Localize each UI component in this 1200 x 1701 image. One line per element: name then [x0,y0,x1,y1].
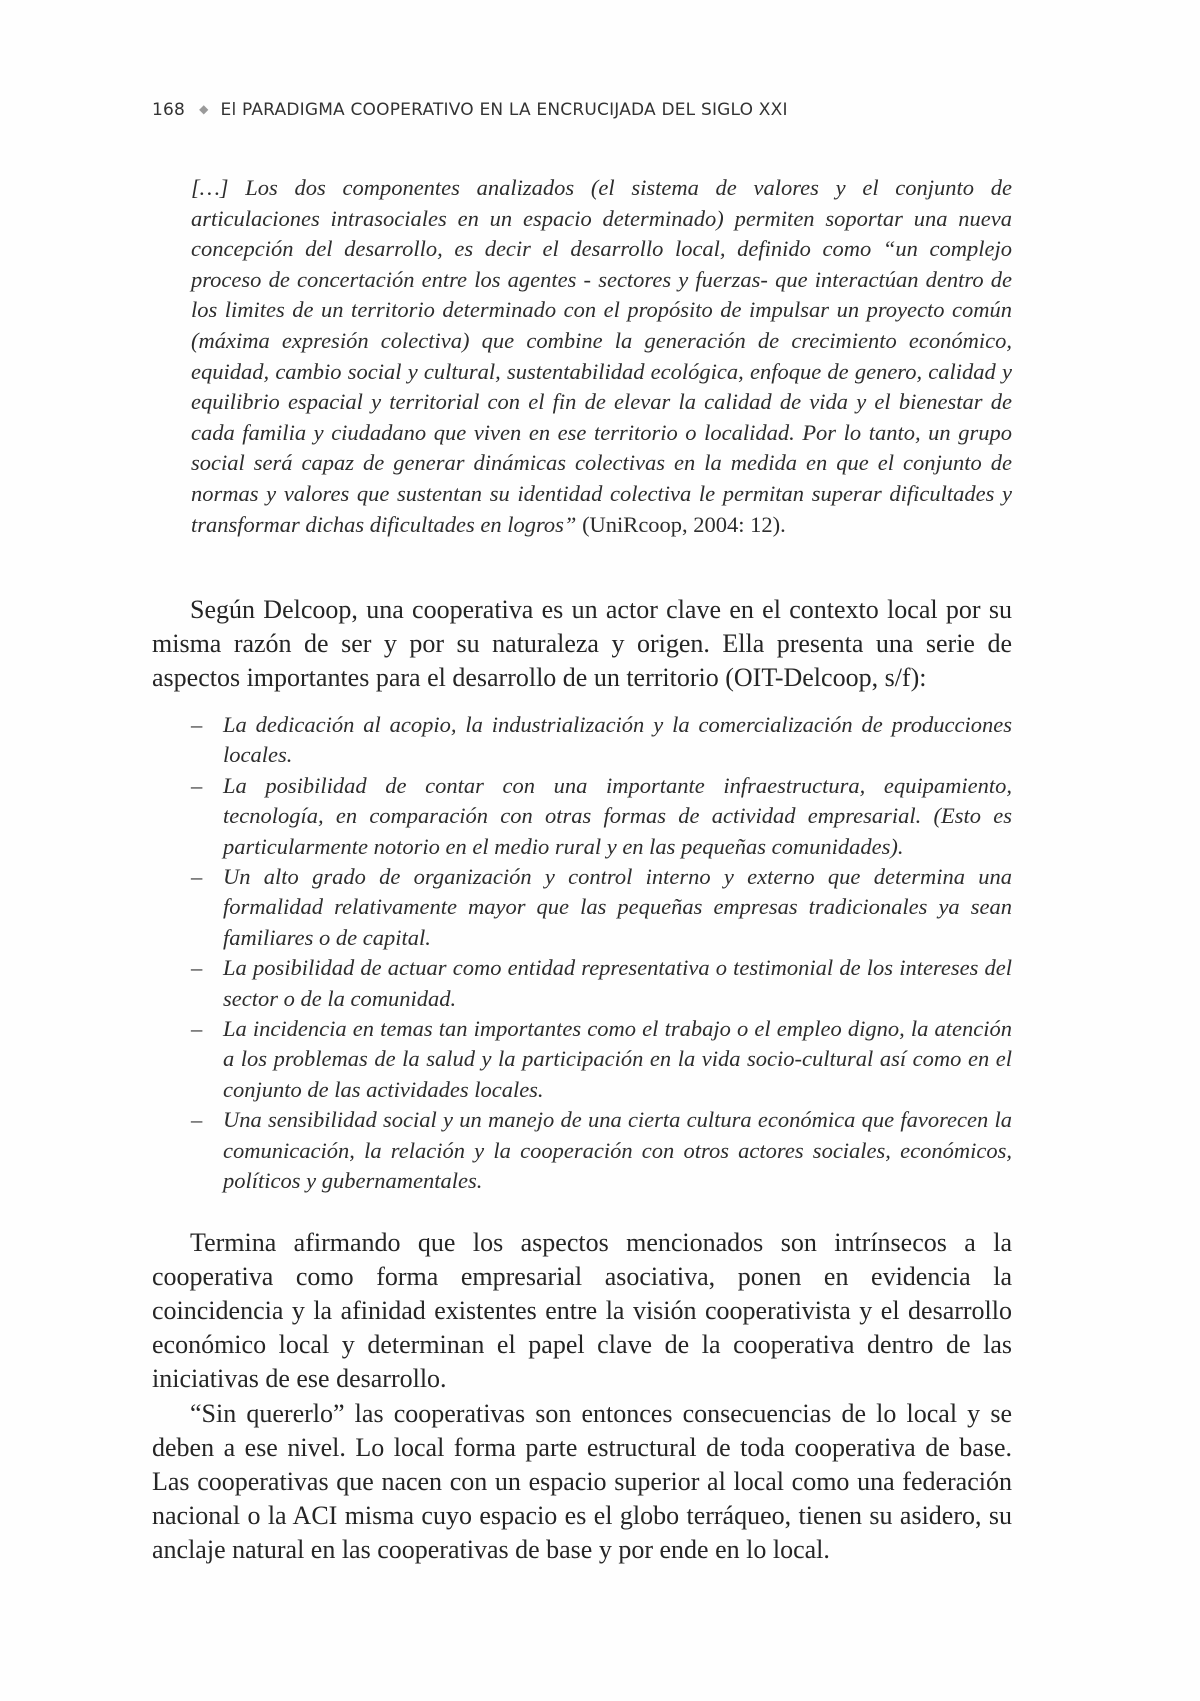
list-item [191,771,1012,862]
list-item [191,710,1012,771]
paragraph-conclusion [152,1226,1012,1396]
list-item-text: La dedicación al acopio, la industrialización y la comercialización de producciones locales. [223,712,1012,768]
dash-bullet-icon: – [191,864,203,890]
list-item [191,1014,1012,1105]
quote-citation: (UniRcoop, 2004: 12). [582,511,786,537]
list-item-text: La incidencia en temas tan importantes como el trabajo o el empleo digno, la atención a los problemas de la salud y la participación en la vida socio-cultural así como en el conjunto de las actividades locales. [223,1016,1012,1102]
paragraph-text: Según Delcoop, una cooperativa es un actor clave en el contexto local por su misma razón de ser y por su naturaleza y origen. Ella presenta una serie de aspectos importantes para el desarrollo de un territorio (OIT-Delcoop, s/f): [152,595,1012,692]
block-quote [191,173,1012,540]
list-item [191,953,1012,1014]
paragraph-local [152,1397,1012,1567]
list-item-text: Una sensibilidad social y un manejo de una cierta cultura económica que favorecen la comunicación, la relación y la cooperación con otros actores sociales, económicos, políticos y gubernamentales. [223,1107,1012,1194]
paragraph-text: “Sin quererlo” las cooperativas son entonces consecuencias de lo local y se deben a ese nivel. Lo local forma parte estructural de toda cooperativa de base. Las cooperativas que nacen con un espacio superior al local como una federación nacional o la ACI misma cuyo espacio es el globo terráqueo, tienen su asidero, su anclaje natural en las cooperativas de base y por ende en lo local. [152,1399,1012,1564]
dash-bullet-icon: – [191,1016,203,1042]
diamond-separator-icon: ◆ [199,102,209,116]
running-header [152,100,788,120]
list-item-text: La posibilidad de actuar como entidad representativa o testimonial de los intereses del sector o de la comunidad. [223,955,1012,1011]
list-item [191,1105,1012,1196]
dash-bullet-icon: – [191,955,203,981]
dash-bullet-icon: – [191,712,203,737]
list-item-text: Un alto grado de organización y control interno y externo que determina una formalidad relativamente mayor que las pequeñas empresas tradicionales ya sean familiares o de capital. [223,864,1012,950]
list-item-text: La posibilidad de contar con una importante infraestructura, equipamiento, tecnología, en comparación con otras formas de actividad empresarial. (Esto es particularmente notorio en el medio rural y en las pequeñas comunidades). [223,772,1012,859]
quote-text: […] Los dos componentes analizados (el sistema de valores y el conjunto de articulaciones intrasociales en un espacio determinado) permiten soportar una nueva concepción del desarrollo, es decir el desarrollo local, definido como “un complejo proceso de concertación entre los agentes - sectores y fuerzas- que interactúan dentro de los limites de un territorio determinado con el propósito de impulsar un proyecto común (máxima expresión colectiva) que combine la generación de crecimiento económico, equidad, cambio social y cultural, sustentabilidad ecológica, enfoque de genero, calidad y equilibrio espacial y territorial con el fin de elevar la calidad de vida y el bienestar de cada familia y ciudadano que viven en ese territorio o localidad. Por lo tanto, un grupo social será capaz de generar dinámicas colectivas en la medida en que el conjunto de normas y valores que sustentan su identidad colectiva le permitan superar dificultades y transformar dichas dificultades en logros” [191,175,1012,537]
page-number: 168 [152,100,186,120]
aspects-list [191,710,1012,1197]
dash-bullet-icon: – [191,772,203,798]
running-title: El PARADIGMA COOPERATIVO EN LA ENCRUCIJADA DEL SIGLO XXI [220,100,788,120]
dash-bullet-icon: – [191,1107,203,1133]
paragraph-delcoop [152,593,1012,695]
paragraph-text: Termina afirmando que los aspectos mencionados son intrínsecos a la cooperativa como forma empresarial asociativa, ponen en evidencia la coincidencia y la afinidad existentes entre la visión cooperativista y el desarrollo económico local y determinan el papel clave de la cooperativa dentro de las iniciativas de ese desarrollo. [152,1228,1012,1393]
list-item [191,862,1012,953]
